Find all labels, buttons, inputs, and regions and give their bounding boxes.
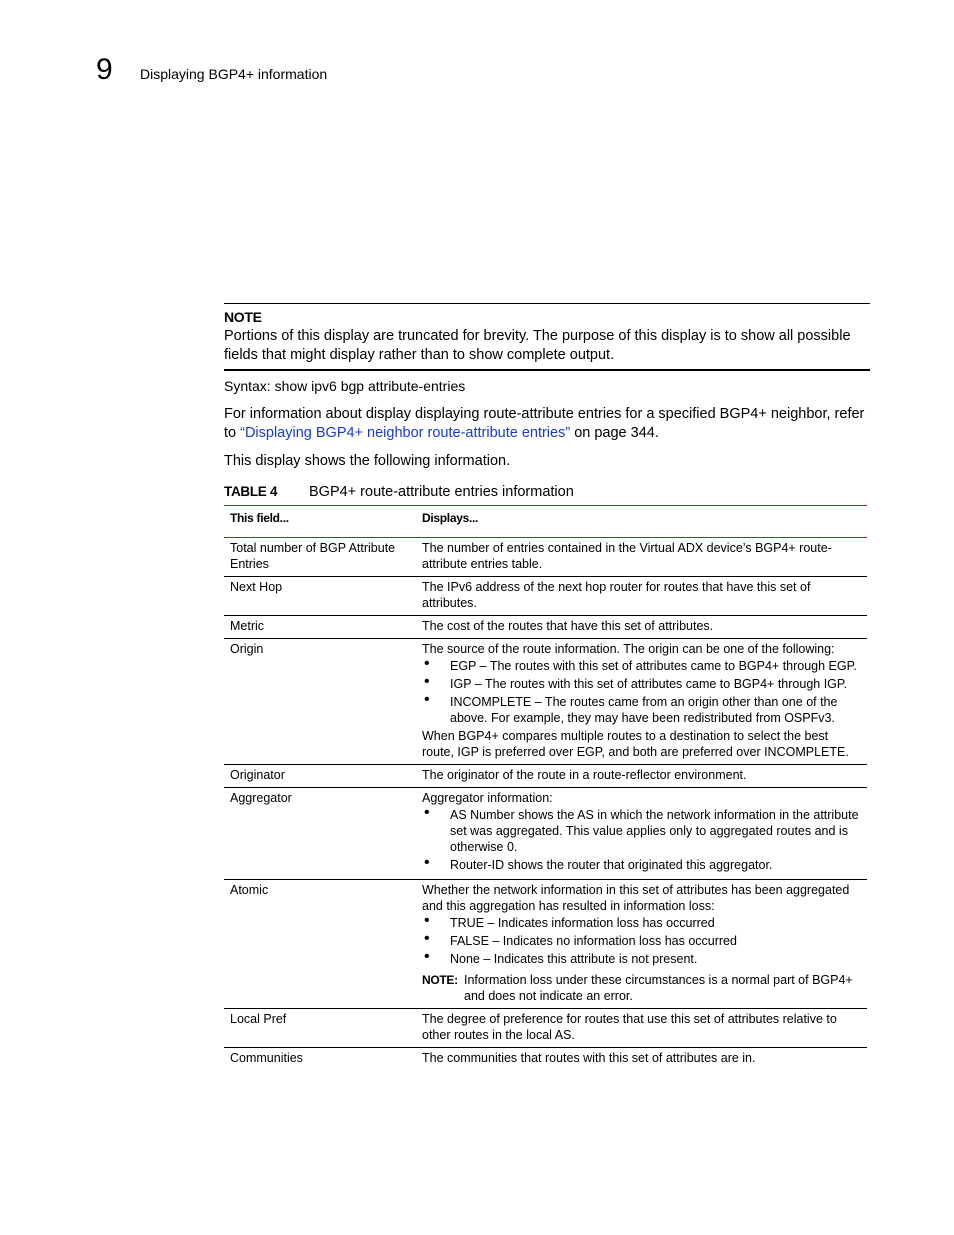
field-name: Next Hop: [224, 577, 416, 616]
table-caption: [224, 482, 574, 502]
bullet-item: • INCOMPLETE – The routes came from an origin other than one of the above. For example, they may have been redistributed from OSPFv3.: [422, 694, 861, 726]
table-row: [224, 616, 867, 639]
table-row: [224, 538, 867, 577]
table-row: [224, 765, 867, 788]
field-name: Atomic: [224, 880, 416, 1009]
inline-note-text: Information loss under these circumstances is a normal part of BGP4+ and does not indicate an error.: [464, 973, 853, 1003]
inline-note: [422, 972, 861, 1004]
table-row: [224, 577, 867, 616]
syntax-line: Syntax: show ipv6 bgp attribute-entries: [224, 378, 466, 394]
field-name: Local Pref: [224, 1009, 416, 1048]
table-row: [224, 639, 867, 765]
chapter-title: Displaying BGP4+ information: [140, 66, 328, 82]
display-paragraph: This display shows the following information.: [224, 453, 511, 469]
description-intro: Aggregator information:: [422, 791, 553, 805]
note-text: Portions of this display are truncated for brevity. The purpose of this display is to show all possible fields that might display rather than to show complete output.: [224, 328, 851, 363]
field-description: [416, 788, 867, 880]
table-row: [224, 1009, 867, 1048]
bullet-item: • TRUE – Indicates information loss has occurred: [422, 915, 861, 931]
info-paragraph: [224, 405, 870, 443]
field-description: The number of entries contained in the Virtual ADX device’s BGP4+ route-attribute entries table.: [416, 538, 867, 577]
column-header-field: This field...: [224, 506, 416, 538]
cross-reference-link[interactable]: “Displaying BGP4+ neighbor route-attribute entries”: [240, 425, 571, 441]
field-description: [416, 880, 867, 1009]
field-name: Communities: [230, 1051, 303, 1065]
column-header-displays: Displays...: [416, 506, 867, 538]
field-description: The cost of the routes that have this set of attributes.: [416, 616, 867, 639]
table-title: BGP4+ route-attribute entries information: [309, 484, 574, 500]
field-name: Originator: [224, 765, 416, 788]
note-label: NOTE: [224, 309, 262, 325]
field-description: The degree of preference for routes that use this set of attributes relative to other routes in the local AS.: [416, 1009, 867, 1048]
info-text-before: For information about display displaying route-attribute entries for a specified BGP4+ neighbor, refer to: [224, 406, 865, 441]
field-name: Origin: [224, 639, 416, 765]
field-description: The originator of the route in a route-reflector environment.: [416, 765, 867, 788]
description-intro: Whether the network information in this set of attributes has been aggregated and this aggregation has resulted in information loss:: [422, 883, 850, 913]
bullet-item: • IGP – The routes with this set of attributes came to BGP4+ through IGP.: [422, 676, 861, 692]
note-block: [224, 303, 870, 371]
attribute-table: [224, 505, 867, 1070]
field-name: Metric: [224, 616, 416, 639]
chapter-number: 9: [96, 53, 113, 86]
bullet-list: [422, 807, 861, 873]
table-row: [224, 788, 867, 880]
bullet-item: • Router-ID shows the router that originated this aggregator.: [422, 857, 861, 873]
bullet-item: • AS Number shows the AS in which the network information in the attribute set was aggregated. This value applies only to aggregated routes and is otherwise 0.: [422, 807, 861, 855]
description-followup: When BGP4+ compares multiple routes to a destination to select the best route, IGP is preferred over EGP, and both are preferred over INCOMPLETE.: [422, 729, 849, 759]
bullet-list: [422, 658, 861, 726]
field-name: Total number of BGP Attribute Entries: [224, 538, 416, 577]
table-header-row: [224, 506, 867, 538]
field-name: Aggregator: [224, 788, 416, 880]
description-intro: The source of the route information. The origin can be one of the following:: [422, 642, 835, 656]
info-text-after: on page 344.: [570, 425, 659, 441]
table-number: TABLE 4: [224, 484, 278, 499]
bullet-item: • None – Indicates this attribute is not present.: [422, 951, 861, 967]
bullet-list: [422, 915, 861, 967]
table-row: [224, 880, 867, 1009]
field-description: The IPv6 address of the next hop router for routes that have this set of attributes.: [416, 577, 867, 616]
table-row: [224, 1048, 867, 1071]
bullet-item: • EGP – The routes with this set of attributes came to BGP4+ through EGP.: [422, 658, 861, 674]
field-description: [416, 639, 867, 765]
inline-note-label: NOTE:: [422, 973, 458, 987]
bullet-item: • FALSE – Indicates no information loss has occurred: [422, 933, 861, 949]
field-description: The communities that routes with this set of attributes are in.: [422, 1051, 756, 1065]
